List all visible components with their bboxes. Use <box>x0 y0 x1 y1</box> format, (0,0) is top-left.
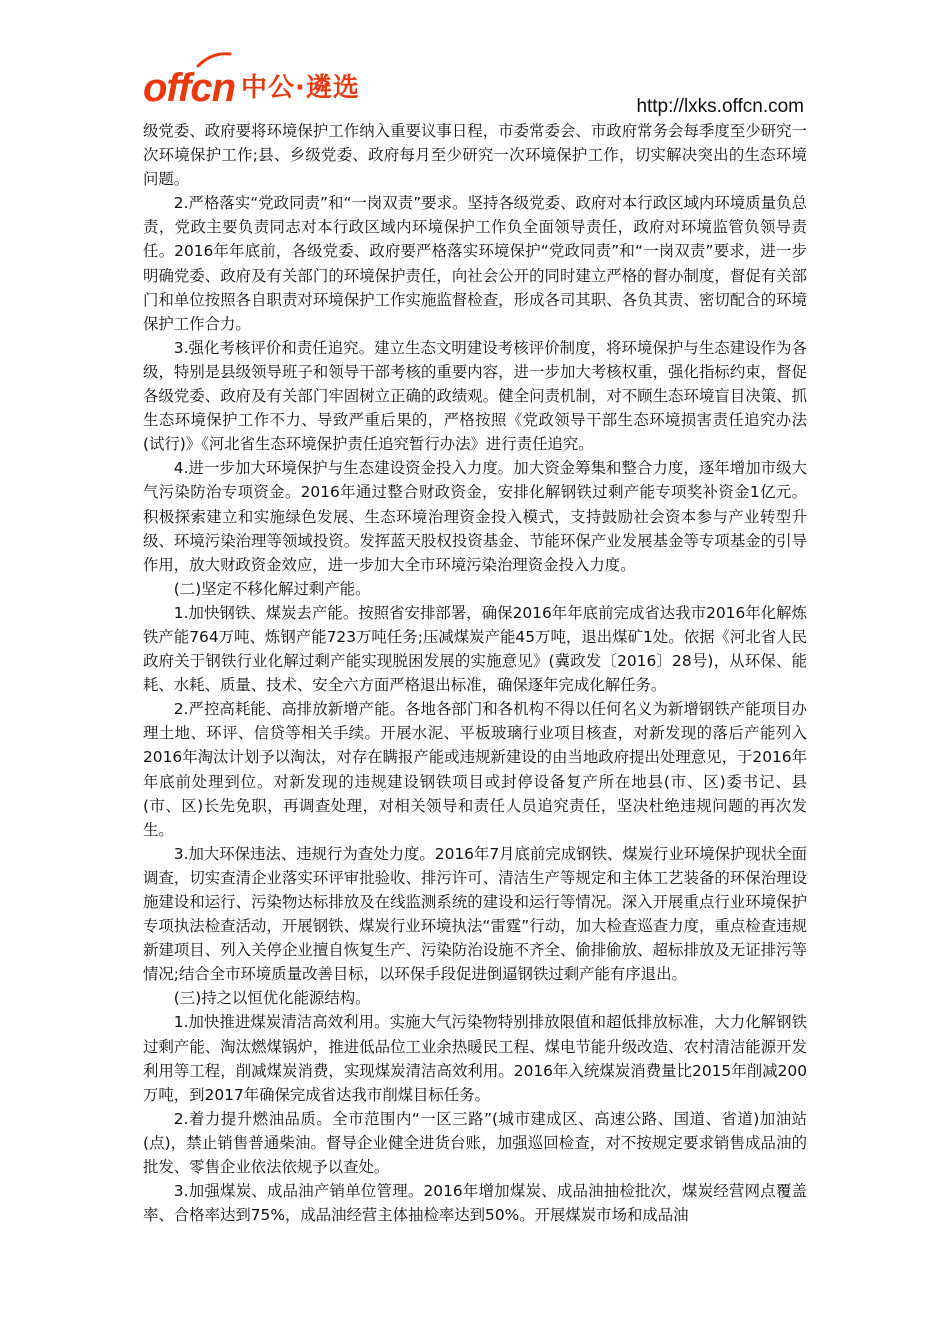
site-url[interactable]: http://lxks.offcn.com <box>636 96 804 117</box>
logo-chinese-text: 中公·遴选 <box>241 73 360 103</box>
paragraph: 4.进一步加大环境保护与生态建设资金投入力度。加大资金筹集和整合力度，逐年增加市级大气污染防治专项资金。2016年通过整合财政资金，安排化解钢铁过剩产能专项奖补资金1亿元。积极探索建立和实施绿色发展、生态环境治理资金投入模式，支持鼓励社会资本参与产业转型升级、环境污染治理等领域投资。发挥蓝天股权投资基金、节能环保产业发展基金等专项基金的引导作用，放大财政资金效应，进一步加大全市环境污染治理资金投入力度。 <box>143 459 807 574</box>
paragraph: 3.强化考核评价和责任追究。建立生态文明建设考核评价制度，将环境保护与生态建设作为各级，特别是县级领导班子和领导干部考核的重要内容，进一步加大考核权重，强化指标约束，督促各级党委、政府及有关部门牢固树立正确的政绩观。健全问责机制，对不顾生态环境盲目决策、抓生态环境保护工作不力、导致严重后果的，严格按照《党政领导干部生态环境损害责任追究办法(试行)》《河北省生态环境保护责任追究暂行办法》进行责任追究。 <box>143 338 807 454</box>
paragraph: 3.加大环保违法、违规行为查处力度。2016年7月底前完成钢铁、煤炭行业环境保护现状全面调查，切实查清企业落实环评审批验收、排污许可、清洁生产等规定和主体工艺装备的环保治理设施建设和运行、污染物达标排放及在线监测系统的建设和运行等情况。深入开展重点行业环境保护专项执法检查活动，开展钢铁、煤炭行业环境执法“雷霆”行动，加大检查巡查力度，重点检查违规新建项目、列入关停企业擅自恢复生产、污染防治设施不齐全、偷排偷放、超标排放及无证排污等情况;结合全市环境质量改善目标，以环保手段促进倒逼钢铁过剩产能有序退出。 <box>143 844 807 984</box>
section-heading: (三)持之以恒优化能源结构。 <box>173 989 371 1008</box>
paragraph: 2.着力提升燃油品质。全市范围内“一区三路”(城市建成区、高速公路、国道、省道)加油站(点)，禁止销售普通柴油。督导企业健全进货台账，加强巡回检查，对不按规定要求销售成品油的批发、零售企业依法依规予以查处。 <box>143 1109 807 1177</box>
logo-swoosh-icon <box>196 50 232 68</box>
paragraph: 2.严格落实“党政同责”和“一岗双责”要求。坚持各级党委、政府对本行政区域内环境质量负总责，党政主要负责同志对本行政区域内环境保护工作负全面领导责任，政府对环境监管负领导责任。2016年年底前，各级党委、政府要严格落实环境保护“党政同责”和“一岗双责”要求，进一步明确党委、政府及有关部门的环境保护责任，向社会公开的同时建立严格的督办制度，督促有关部门和单位按照各自职责对环境保护工作实施监督检查，形成各司其职、各负其责、密切配合的环境保护工作合力。 <box>143 194 807 333</box>
paragraph: 1.加快推进煤炭清洁高效利用。实施大气污染物特别排放限值和超低排放标准，大力化解钢铁过剩产能、淘汰燃煤锅炉，推进低品位工业余热暖民工程、煤电节能升级改造、农村清洁能源开发利用等工程，削减煤炭消费，实现煤炭清洁高效利用。2016年入统煤炭消费量比2015年削减200万吨，到2017年确保完成省达我市削煤目标任务。 <box>143 1013 807 1104</box>
document-body <box>143 119 807 1227</box>
paragraph: 2.严控高耗能、高排放新增产能。各地各部门和各机构不得以任何名义为新增钢铁产能项目办理土地、环评、信贷等相关手续。开展水泥、平板玻璃行业项目核查，对新发现的落后产能列入2016年淘汰计划予以淘汰，对存在瞒报产能或违规新建设的由当地政府提出处理意见，于2016年年底前处理到位。对新发现的违规建设钢铁项目或封停设备复产所在地县(市、区)委书记、县(市、区)长先免职，再调查处理，对相关领导和责任人员追究责任，坚决杜绝违规问题的再次发生。 <box>143 700 807 839</box>
paragraph: 级党委、政府要将环境保护工作纳入重要议事日程，市委常委会、市政府常务会每季度至少研究一次环境保护工作;县、乡级党委、政府每月至少研究一次环境保护工作，切实解决突出的生态环境问题。 <box>143 122 807 189</box>
logo-latin-text: offcn <box>143 66 236 110</box>
offcn-logo[interactable] <box>143 62 360 114</box>
paragraph: 3.加强煤炭、成品油产销单位管理。2016年增加煤炭、成品油抽检批次，煤炭经营网点覆盖率、合格率达到75%，成品油经营主体抽检率达到50%。开展煤炭市场和成品油 <box>143 1182 807 1225</box>
paragraph: 1.加快钢铁、煤炭去产能。按照省安排部署，确保2016年年底前完成省达我市2016年化解炼铁产能764万吨、炼钢产能723万吨任务;压减煤炭产能45万吨，退出煤矿1处。依据《河北省人民政府关于钢铁行业化解过剩产能实现脱困发展的实施意见》(冀政发〔2016〕28号)，从环保、能耗、水耗、质量、技术、安全六方面严格退出标准，确保逐年完成化解任务。 <box>143 603 807 695</box>
section-heading: (二)坚定不移化解过剩产能。 <box>173 579 371 598</box>
page-header <box>0 0 950 118</box>
